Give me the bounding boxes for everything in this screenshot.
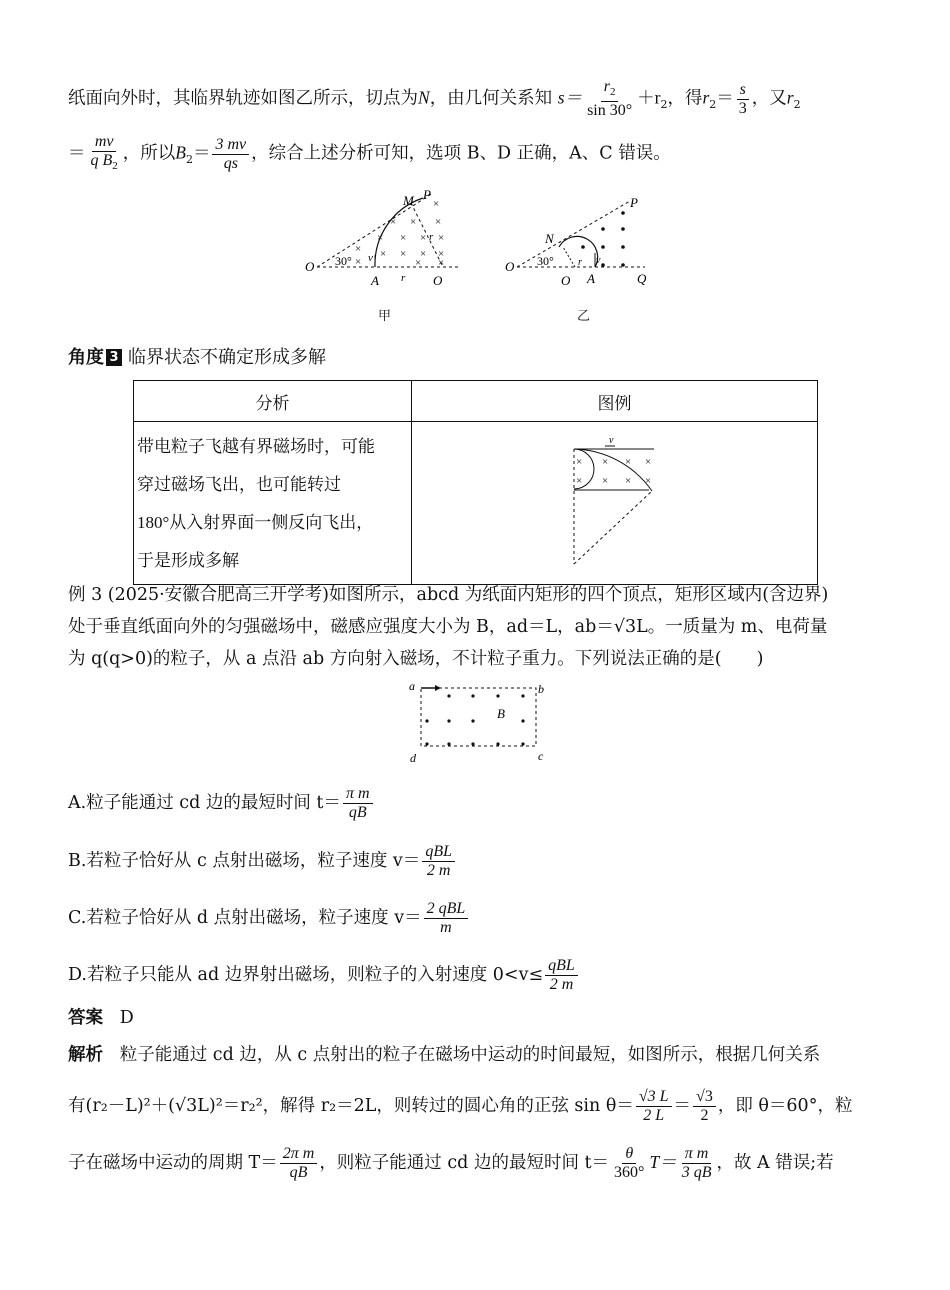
section-number-badge: 3 [106,349,122,366]
den: 2 [700,1107,709,1124]
figure-yi [505,195,647,288]
text: ，所以 [122,143,176,164]
option-c [68,900,882,937]
radius-dashed [574,491,652,564]
num: qBL [422,843,455,862]
intro-line-2: ＝ $\frac{mv}{q B_2}$ ，所以$B_2=$ $\frac{3 mv}{qs}$ ，综合上述分析可知，选项 B、D 正确，A、C 错误。 [68,133,882,175]
rectangle-figure [405,678,550,768]
label-b: b [538,682,544,696]
den: 360° [614,1164,645,1181]
label-d: d [410,751,416,765]
s: s [737,81,749,100]
example-line-3: 为 q(q>0)的粒子，从 a 点沿 ab 方向射入磁场，不计粒子重力。下列说法正确的是( ) [68,649,764,669]
label-v: v [368,252,373,264]
analysis-label: 解析 [68,1045,103,1065]
label-a: A [371,273,379,288]
label-r1-b: r [429,231,434,243]
label-c: c [538,749,544,763]
num: √3 L [636,1088,672,1107]
label-v: v [609,435,614,446]
fraction [212,136,249,173]
analysis-cell [134,422,412,585]
figure-jia [305,187,460,288]
svg-text:×: × [576,456,583,468]
label-o: O [305,259,315,274]
option-d-text: D.若粒子只能从 ad 边界射出磁场，则粒子的入射速度 0<v≤ [68,965,544,985]
fraction [424,900,469,937]
eq: ＝ [673,1096,692,1116]
label-b-field: B [497,706,505,721]
three-mv: 3 mv [212,136,249,155]
option-a [68,785,882,822]
section-title-text: 临界状态不确定形成多解 [128,347,326,368]
point-n: N [418,87,430,108]
eq: ＝ [68,143,86,164]
den: qB [348,804,367,821]
num: π m [343,785,373,804]
svg-text:×: × [438,232,445,244]
svg-text:×: × [377,232,384,244]
svg-text:×: × [433,198,440,210]
field-rectangle [421,688,536,746]
fraction: $\frac{r_2}{\sin 30^\circ}$ [584,78,635,120]
fraction: $\frac{mv}{q B_2}$ [90,133,118,173]
den: 3 qB [681,1164,712,1181]
num: 2π m [280,1145,318,1164]
fraction [545,957,578,994]
fraction [693,1088,716,1125]
svg-text:×: × [380,248,387,260]
fraction [280,1145,318,1182]
three: 3 [738,99,747,117]
text: ，故 A 错误;若 [716,1153,834,1173]
text: 子在磁场中运动的周期 T＝ [68,1153,278,1173]
plus-r2: ＋r [637,87,661,108]
den: m [440,919,452,936]
section-heading [68,343,326,369]
r2: r [786,87,794,108]
option-c-text: C.若粒子恰好从 d 点射出磁场，粒子速度 v＝ [68,908,422,928]
intro-line-1: 纸面向外时，其临界轨迹如图乙所示，切点为N，由几何关系知 s＝ $\frac{r_2}{\sin 30^\circ}$ $+r_2$，得$r_2=$ $\frac{s}{3}$ ，又$r_2$ [68,78,801,120]
mv: mv [92,133,117,152]
analysis-line-1 [68,1042,882,1068]
svg-text:×: × [602,456,609,468]
svg-text:×: × [625,456,632,468]
svg-text:×: × [420,232,427,244]
option-b-text: B.若粒子恰好从 c 点射出磁场，粒子速度 v＝ [68,851,421,871]
label-o1: O [433,273,443,288]
b2: B [175,142,186,163]
qb2: q B [90,152,113,169]
r2: r [702,87,710,108]
text: ，综合上述分析可知，选项 B、D 正确，A、C 错误。 [251,143,671,164]
eq: ＝ [716,88,734,109]
arrow-head [435,685,441,691]
svg-text:×: × [415,257,422,269]
caption-jia: 甲 [378,309,392,324]
svg-text:×: × [625,475,632,487]
svg-text:×: × [645,475,652,487]
label-m: M [403,193,414,208]
answer-value: D [119,1008,134,1028]
example-line-2: 处于垂直纸面向外的匀强磁场中，磁感应强度大小为 B，ad＝L，ab＝√3L。一质量为 m、电荷量 [68,617,828,637]
text: ，由几何关系知 [429,88,553,109]
svg-text:×: × [410,216,417,228]
text: ，则粒子能通过 cd 边的最短时间 t＝ [319,1153,610,1173]
section-prefix: 角度 [68,347,104,368]
figure-cell [412,422,818,585]
s-eq: s＝ [557,87,583,108]
svg-text:×: × [400,248,407,260]
svg-text:×: × [645,456,652,468]
text: ，即 θ＝60°，粒 [717,1096,853,1116]
cross-marks [576,456,651,487]
label-o: O [505,259,515,274]
svg-text:×: × [390,216,397,228]
analysis-table [133,380,818,585]
svg-text:×: × [438,248,445,260]
analysis-line: 带电粒子飞越有界磁场时，可能 [137,437,375,457]
den: 2 m [549,976,574,993]
fraction [679,1145,715,1182]
label-p: P [630,195,638,210]
svg-text:×: × [576,475,583,487]
text: 纸面向外时，其临界轨迹如图乙所示，切点为 [68,88,418,109]
header-analysis: 分析 [134,381,412,422]
num: π m [682,1145,712,1164]
analysis-line-3 [68,1145,882,1182]
den: 2 m [426,862,451,879]
analysis-line-2 [68,1088,882,1125]
figure-jia-yi [295,185,695,295]
label-p: P [423,187,431,202]
radius-r2 [563,247,575,267]
svg-text:×: × [400,232,407,244]
text: 有(r₂－L)²＋(√3L)²＝r₂²，解得 r₂＝2L，则转过的圆心角的正弦 sin θ＝ [68,1096,634,1116]
legend-figure [567,432,667,567]
num: 2 qBL [424,900,469,919]
fraction [422,843,455,880]
num: qBL [545,957,578,976]
label-angle: 30° [335,254,352,268]
label-angle: 30° [537,254,554,268]
text: 粒子能通过 cd 边，从 c 点射出的粒子在磁场中运动的时间最短，如图所示，根据几何关系 [119,1045,821,1065]
analysis-line: 180°从入射界面一侧反向飞出， [137,513,374,532]
fraction [736,81,750,118]
svg-text:×: × [435,216,442,228]
analysis-line: 于是形成多解 [137,551,239,571]
label-v: v [596,255,601,266]
option-d [68,957,882,994]
svg-text:×: × [355,243,362,255]
fraction [611,1145,647,1182]
label-r2: r [578,257,582,268]
qs: qs [223,154,238,172]
dot-marks [425,694,524,745]
num: θ [622,1145,636,1164]
svg-text:×: × [602,475,609,487]
boundary-op [517,201,630,267]
svg-text:×: × [420,248,427,260]
svg-text:×: × [355,256,362,268]
label-r1: r [401,272,406,284]
svg-text:×: × [438,257,445,269]
label-o2: O [561,273,571,288]
caption-yi: 乙 [577,309,591,324]
text: T＝ [649,1152,677,1172]
text: ，又 [751,88,787,109]
num: √3 [693,1088,716,1107]
fraction [636,1088,672,1125]
header-figure: 图例 [412,381,818,422]
den: 2 L [643,1107,665,1124]
label-q: Q [637,271,647,286]
fraction [343,785,373,822]
label-a: A [587,271,595,286]
analysis-line: 穿过磁场飞出，也可能转过 [137,475,341,495]
option-b [68,843,882,880]
option-a-text: A.粒子能通过 cd 边的最短时间 t＝ [68,793,341,813]
answer-label: 答案 [68,1008,103,1028]
r2: r [603,78,610,95]
den: qB [289,1164,308,1181]
example-line-1: 例 3 (2025·安徽合肥高三开学考)如图所示，abcd 为纸面内矩形的四个顶点，矩形区域内(含边界) [68,585,829,605]
answer-line [68,1005,882,1031]
sin30: sin 30° [587,102,633,120]
text: ，得 [667,88,703,109]
label-a: a [409,679,415,693]
label-n: N [545,231,554,246]
